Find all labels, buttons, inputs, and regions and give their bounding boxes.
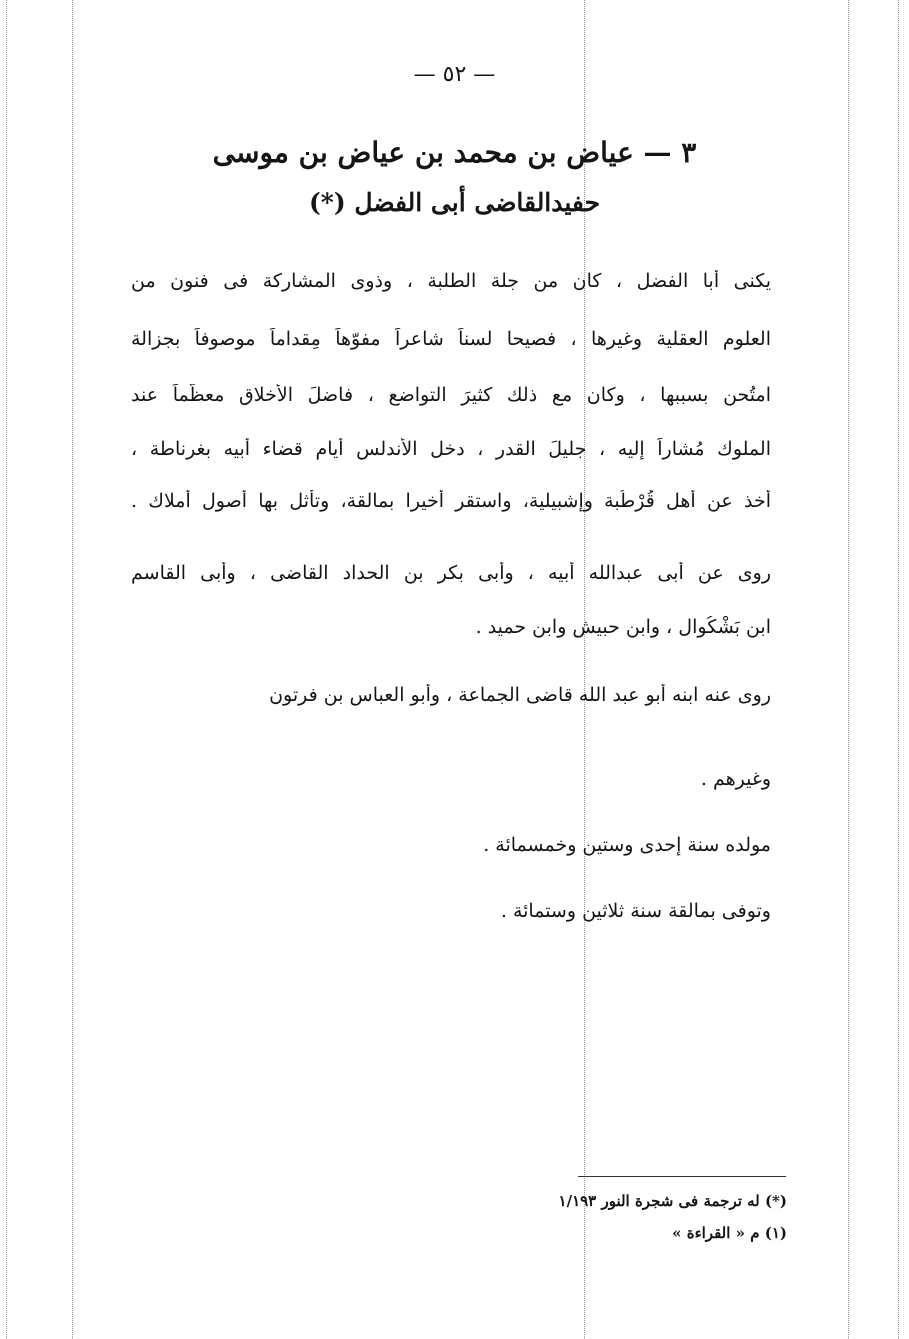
page-number: — ٥٢ — <box>413 62 496 87</box>
footnote: (١) م « القراءة » <box>672 1224 787 1242</box>
footnote-separator <box>578 1176 786 1177</box>
entry-subtitle: حفيدالقاضى أبى الفضل (*) <box>308 188 601 217</box>
entry-title: ٣ — عياض بن محمد بن عياض بن موسى <box>212 136 697 169</box>
body-line: يكنى أبا الفضل ، كان من جلة الطلبة ، وذوى المشاركة فى فنون من <box>131 270 771 292</box>
body-line: وغيرهم . <box>700 768 771 790</box>
body-line: ابن بَشْكُوال ، وابن حبيش وابن حميد . <box>475 616 771 638</box>
body-line: الملوك مُشاراً إليه ، جليلَ القدر ، دخل الأندلس أيام قضاء أبيه بغرناطة ، <box>131 438 771 460</box>
body-line: امتُحن بسببها ، وكان مع ذلك كثيرَ التواضع ، فاضلَ الأخلاق معظّماً عند <box>131 384 771 406</box>
footnote: (*) له ترجمة فى شجرة النور ١/١٩٣ <box>558 1192 787 1210</box>
body-line: روى عن أبى عبدالله أبيه ، وأبى بكر بن الحداد القاضى ، وأبى القاسم <box>131 562 771 584</box>
body-line: العلوم العقلية وغيرها ، فصيحا لسناً شاعراً مفوّهاً مِقداماً موصوفاً بجزالة <box>131 328 771 350</box>
scan-edge-dotted-line <box>6 0 7 1339</box>
body-line: أخذ عن أهل قُرْطُبة وإشبيلية، واستقر أخيرا بمالقة، وتأثل بها أصول أملاك . <box>131 490 771 512</box>
body-line: وتوفى بمالقة سنة ثلاثين وستمائة . <box>500 900 771 922</box>
scan-edge-dotted-line <box>848 0 849 1339</box>
scan-edge-dotted-line <box>72 0 73 1339</box>
scan-edge-dotted-line <box>898 0 899 1339</box>
body-line: مولده سنة إحدى وستين وخمسمائة . <box>483 834 771 856</box>
body-line: روى عنه ابنه أبو عبد الله قاضى الجماعة ، وأبو العباس بن فرتون <box>269 684 771 706</box>
